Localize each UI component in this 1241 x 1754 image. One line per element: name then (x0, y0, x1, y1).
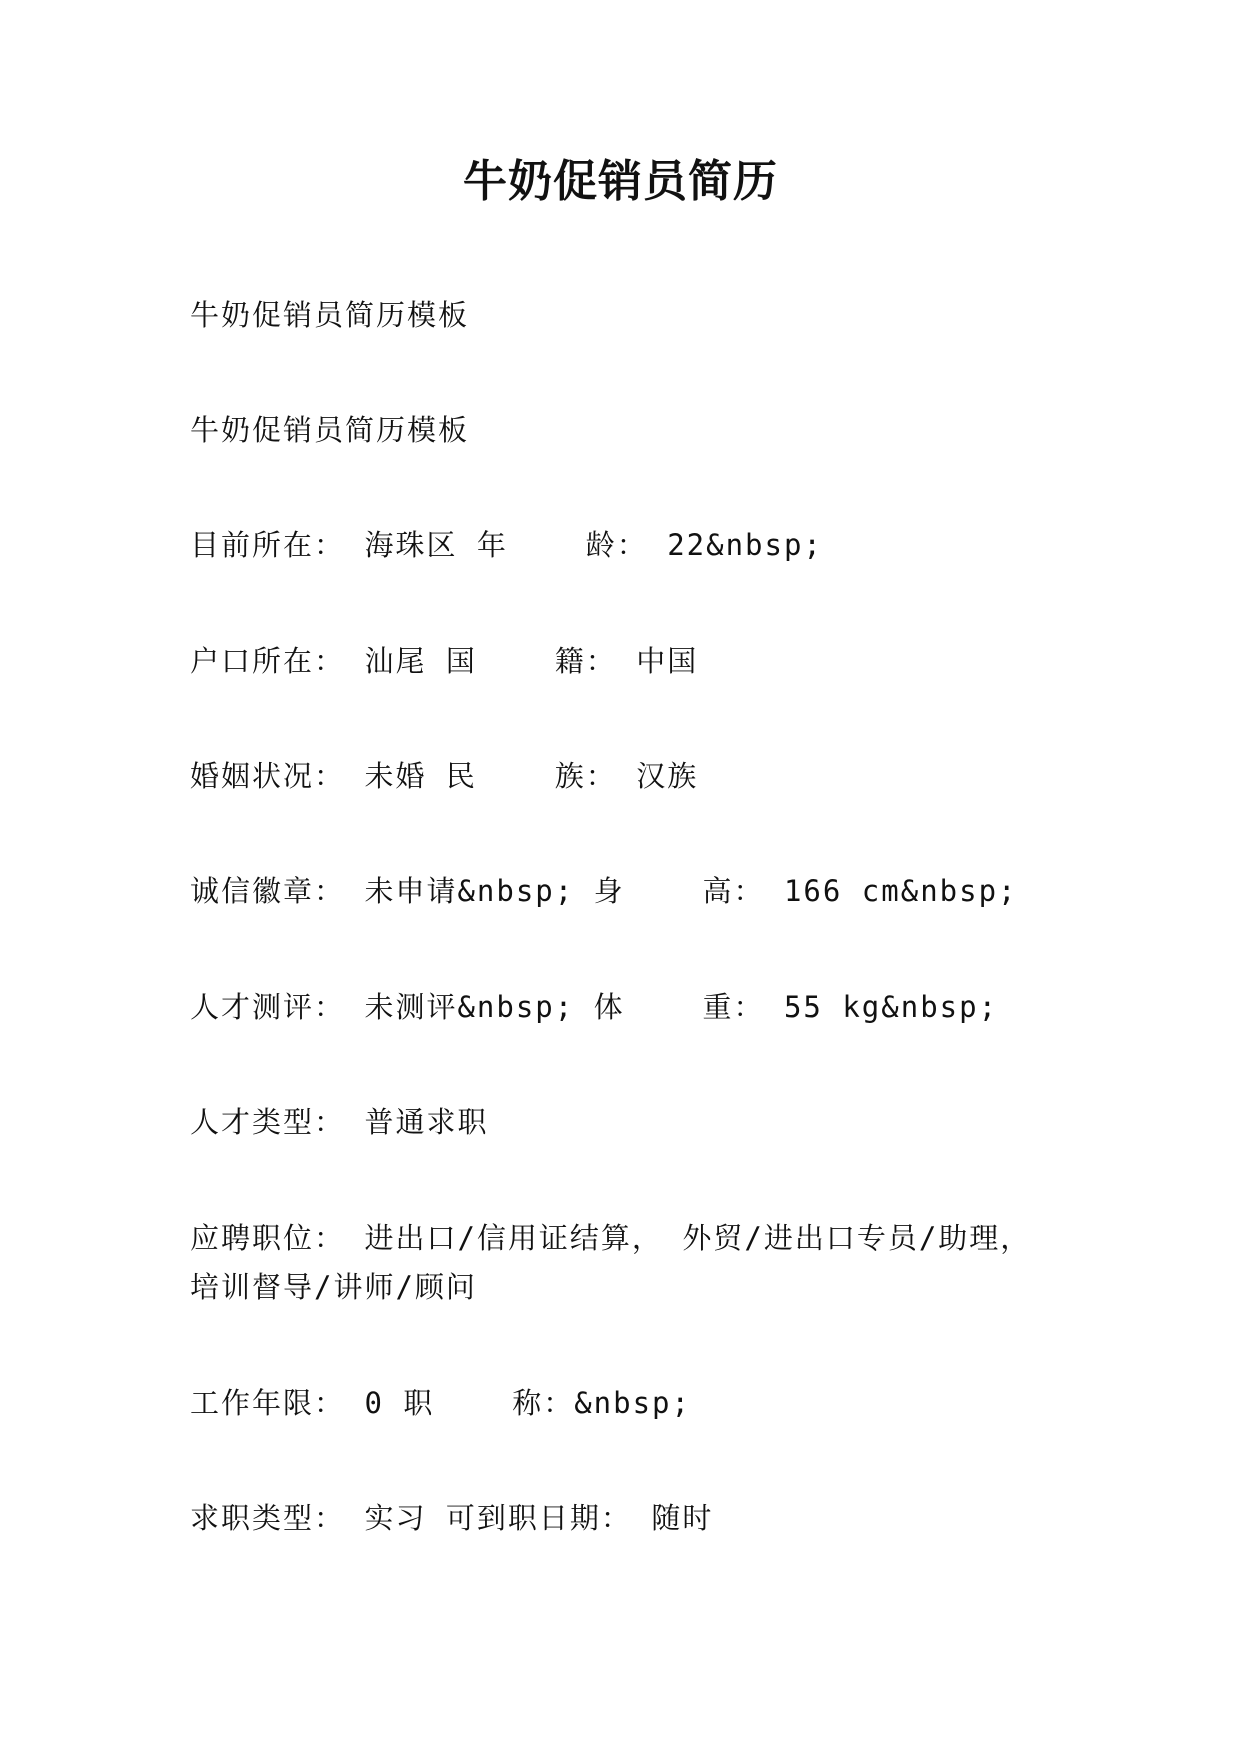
subtitle-line-2: 牛奶促销员简历模板 (190, 413, 470, 447)
hukou-nationality-line: 户口所在： 汕尾 国 籍： 中国 (190, 644, 699, 678)
marital-ethnicity-line: 婚姻状况： 未婚 民 族： 汉族 (190, 759, 699, 793)
position-line-2: 培训督导/讲师/顾问 (190, 1270, 477, 1304)
assessment-weight-line: 人才测评： 未测评&nbsp; 体 重： 55 kg&nbsp; (190, 990, 999, 1024)
location-age-line: 目前所在： 海珠区 年 龄： 22&nbsp; (190, 528, 823, 562)
position-line-1: 应聘职位： 进出口/信用证结算， 外贸/进出口专员/助理， (190, 1221, 1032, 1255)
credit-height-line: 诚信徽章： 未申请&nbsp; 身 高： 166 cm&nbsp; (190, 874, 1018, 908)
subtitle-line-1: 牛奶促销员简历模板 (190, 298, 470, 332)
experience-title-line: 工作年限： 0 职 称：&nbsp; (190, 1386, 691, 1420)
job-type-date-line: 求职类型： 实习 可到职日期： 随时 (190, 1501, 714, 1535)
talent-type-line: 人才类型： 普通求职 (190, 1105, 489, 1139)
document-title: 牛奶促销员简历 (463, 156, 778, 207)
